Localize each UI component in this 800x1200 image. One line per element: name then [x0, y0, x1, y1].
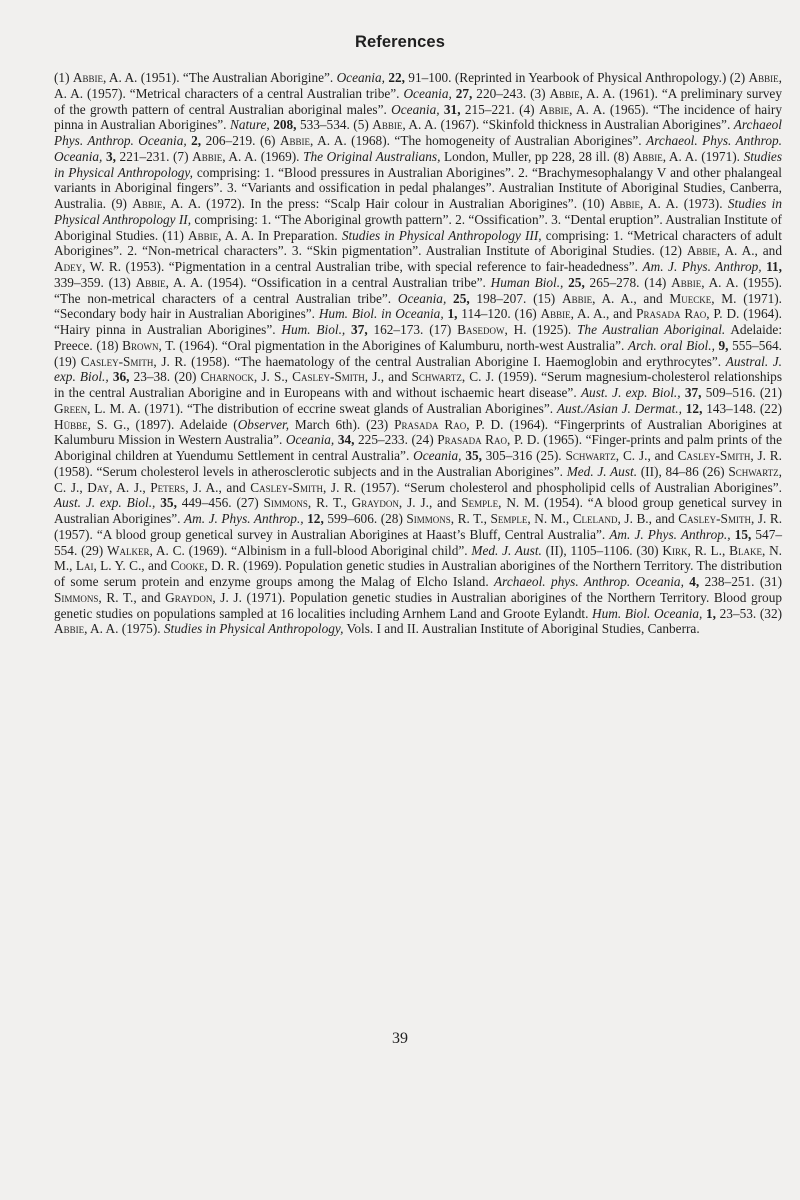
reference-text: (1957). “A blood group genetical survey in Australian Aborigines at Haast’s Bluff, Central Australia”. [54, 526, 610, 542]
reference-text: comprising: 1. “The Aboriginal growth pattern”. 2. “Ossification”. 3. “Dental eruption”. Australian Institute of Aboriginal Studies. [54, 211, 782, 243]
reference-volume: 37, [351, 322, 368, 337]
reference-text: (20) [174, 369, 201, 385]
reference-author: Abbie, A. A. [609, 196, 679, 211]
reference-author: Abbie, A. A. [132, 196, 201, 211]
reference-source: Studies in Physical Anthropology III, [341, 227, 542, 243]
reference-text: Adelaide: Preece. [54, 322, 783, 353]
reference-text: (15) [533, 290, 562, 306]
reference-author: Abbie, A. A. [540, 306, 606, 322]
reference-text: (1972). In the press: “Scalp Hair colour in Australian Aborigines”. [200, 196, 583, 211]
reference-text: (1964). “Fingerprints of Australian Aborigines at Kalumburu Mission in Western Australia”. [54, 416, 782, 448]
reference-volume: 12, [685, 400, 703, 416]
reference-text: , and [133, 589, 166, 605]
reference-author: Casley-Smith, J. R. [250, 479, 357, 495]
reference-volume: 31, [443, 101, 461, 117]
reference-author: Walker, A. C. [107, 542, 185, 558]
reference-text: (26) [702, 463, 729, 479]
reference-text: (1953). “Pigmentation in a central Australian tribe, with special reference to fair-headedness”. [121, 259, 643, 274]
reference-text: 215–221. [460, 101, 520, 117]
reference-text: (1967). “Skinfold thickness in Australian Aborigines”. [436, 117, 734, 133]
reference-author: Graydon, J. J. [165, 589, 242, 605]
reference-text: Vols. I and II. Australian Institute of Aboriginal Studies, Canberra. [343, 621, 700, 637]
reference-text: 162–173. [367, 322, 430, 337]
reference-source: Oceania, [397, 290, 447, 306]
reference-source: Archaeol. phys. Anthrop. Oceania, [494, 574, 684, 589]
reference-source: Med. J. Aust. [566, 463, 638, 479]
reference-volume: 25, [453, 290, 470, 306]
reference-text: (4) [519, 101, 539, 117]
reference-text: (31) [759, 574, 782, 589]
reference-text: (27) [236, 495, 264, 511]
reference-text: (1968). “The homogeneity of Australian Aborigines”. [346, 133, 647, 148]
reference-entry [81, 543, 636, 558]
reference-text: 533–534. [296, 117, 354, 133]
reference-author: Green, L. M. A. [54, 400, 141, 416]
reference-text: (1958). “Serum cholesterol levels in atherosclerotic subjects and in the Australian Aborigines”. [54, 463, 567, 479]
reference-author: Abbie, A. A. [72, 70, 138, 85]
reference-text: (1961). “A preliminary survey of the growth pattern of central Australian aboriginal males”. [54, 85, 782, 117]
reference-source: Oceania, [336, 70, 385, 85]
reference-text: and [651, 511, 679, 526]
reference-author: Abbie, A. A. [671, 274, 739, 290]
reference-source: Am. J. Phys. Anthrop., [184, 511, 304, 526]
reference-text: (32) [759, 605, 783, 621]
reference-volume: 15, [734, 526, 752, 542]
reference-source: Aust. J. exp. Biol., [580, 385, 681, 400]
reference-author: Abbie, A. A. [187, 227, 254, 243]
reference-text: (1957). “Serum cholesterol and phospholipid cells of Australian Aborigines”. [356, 479, 782, 495]
reference-source: Oceania, [413, 448, 462, 463]
reference-text: London, Muller, pp 228, 28 ill. [440, 148, 614, 164]
reference-source: Archaeol. Phys. Anthrop. Oceania, [54, 133, 782, 164]
reference-text: , and [754, 243, 782, 259]
reference-text: (1955). “The non-metrical characters of a central Australian tribe”. [54, 274, 783, 306]
reference-text: (1957). “Metrical characters of a central Australian tribe”. [83, 85, 404, 101]
reference-text: (9) [111, 196, 133, 211]
reference-author: Prasada Rao, P. D. [437, 432, 540, 448]
reference-author: Simmons, R. T. [54, 589, 134, 605]
reference-entry [109, 275, 645, 290]
reference-author: Adey, W. R. [54, 259, 122, 274]
references-body [54, 70, 782, 637]
reference-author: Abbie, A. A. [686, 243, 755, 259]
reference-text: (14) [644, 274, 672, 290]
reference-source: Arch. oral Biol., [628, 337, 715, 353]
reference-author: Cooke, D. R. [170, 558, 240, 574]
reference-text: 23–53. [716, 605, 760, 621]
reference-text: 220–243. [472, 85, 531, 101]
reference-text: (17) [429, 322, 458, 337]
reference-text: (1954). “A blood group genetical survey in Australian Aborigines”. [54, 495, 783, 526]
reference-text: and [144, 558, 171, 574]
reference-entry [96, 338, 782, 353]
reference-source: Oceania, [391, 101, 440, 117]
reference-text: (1951). “The Australian Aborigine”. [137, 70, 337, 85]
reference-text: and [221, 479, 251, 495]
reference-volume: 3, [105, 148, 116, 164]
reference-volume: 36, [112, 369, 130, 385]
reference-text: 509–516. [701, 385, 760, 400]
reference-text: 547–554. [54, 526, 782, 558]
reference-text: (2) [729, 70, 749, 85]
reference-source: The Australian Aboriginal. [577, 322, 726, 337]
reference-text: (23) [366, 416, 395, 432]
reference-text: (5) [353, 117, 373, 133]
reference-text: 198–207. [469, 290, 534, 306]
reference-text: 143–148. [702, 400, 760, 416]
reference-text: (29) [81, 542, 107, 558]
reference-text: March 6th). [289, 416, 367, 432]
reference-text: and [384, 369, 412, 385]
reference-volume: 34, [337, 432, 355, 448]
reference-source: Human Biol., [490, 274, 564, 290]
reference-author: Kirk, R. L., Blake, N. M., Lai, L. Y. C., [54, 542, 782, 574]
reference-text: (28) [380, 511, 407, 526]
reference-volume: 11, [766, 259, 782, 274]
reference-author: Abbie, A. A. [54, 621, 119, 637]
reference-entry [111, 196, 582, 211]
reference-text: 91–100. (Reprinted in Yearbook of Physical Anthropology.) [404, 70, 730, 85]
page-number: 39 [392, 1030, 408, 1047]
reference-text: (1959). “Serum magnesium-cholesterol relationships in the central Australian Aborigine and in Europeans with and without ischaemic heart disease”. [54, 369, 782, 400]
reference-author: Abbie, A. A. [372, 117, 437, 133]
reference-text: (1971). [697, 148, 744, 164]
reference-text: (1925). [526, 322, 578, 337]
reference-text: comprising: 1. “Metrical characters of adult Aborigines”. 2. “Non-metrical characters”. 3. “Skin pigmentation”. Australian Institute of Aboriginal Studies. [54, 227, 783, 259]
reference-text: (11) [162, 227, 188, 243]
reference-author: Simmons, R. T., Graydon, J. J., [263, 495, 433, 511]
reference-source: Studies in Physical Anthropology, [163, 621, 344, 637]
reference-text: (16) [514, 306, 541, 322]
reference-author: Prasada Rao, P. D. [394, 416, 504, 432]
reference-text: 206–219. [201, 133, 260, 148]
reference-author: Muecke, M. [669, 290, 737, 306]
reference-text: (1958). “The haematology of the central Australian Aborigine I. Haemoglobin and erythrocytes”. [186, 353, 726, 369]
reference-author: Schwartz, C. J. [411, 369, 495, 385]
reference-author: Charnock, J. S., Casley-Smith, J., [200, 369, 385, 385]
reference-text: (1971). Population genetic studies in Australian aborigines of the Northern Territory. Blood group genetic studies on populations sampled at 16 localities including Arnhem Land and Groote Eylandt. [54, 589, 783, 621]
reference-source: Am. J. Phys. Anthrop, [642, 259, 762, 274]
reference-text: , and [647, 448, 678, 463]
reference-author: Abbie, A. A. [54, 70, 782, 101]
reference-text: (1965). “The incidence of hairy pinna in Australian Aborigines”. [54, 101, 782, 133]
reference-volume: 35, [465, 448, 482, 463]
reference-text: (3) [530, 85, 550, 101]
reference-volume: 208, [273, 117, 297, 133]
reference-text: (1969). Population genetic studies in Australian aborigines of the Northern Territory. The distribution of some serum protein and enzyme groups among the Malag of Elcho Island. [54, 558, 782, 589]
reference-author: Basedow, H. [457, 322, 527, 337]
reference-text: (1971). “The distribution of eccrine sweat glands of Australian Aborigines”. [140, 400, 557, 416]
reference-text: 238–251. [699, 574, 760, 589]
reference-author: Abbie, A. A. [135, 274, 203, 290]
reference-source: The Original Australians, [303, 148, 441, 164]
reference-source: Studies in Physical Anthropology, [54, 148, 782, 180]
reference-volume: 1, [447, 306, 458, 322]
reference-text: (1954). “Ossification in a central Australian tribe”. [202, 274, 491, 290]
page-title: References [355, 33, 445, 51]
reference-source: Nature, [229, 117, 270, 133]
reference-text: (22) [759, 400, 783, 416]
reference-text: (13) [108, 274, 136, 290]
reference-text: , (1897). Adelaide ( [126, 416, 238, 432]
reference-source: Oceania, [285, 432, 335, 448]
reference-author: Casley-Smith, J. R. [80, 353, 187, 369]
reference-author: Semple, N. M. [461, 495, 540, 511]
reference-text: 225–233. [354, 432, 412, 448]
reference-text: 449–456. [176, 495, 237, 511]
reference-entry [173, 149, 614, 164]
reference-author: Prasada Rao, P. D. [636, 306, 740, 322]
reference-text: (1975). [118, 621, 164, 637]
reference-volume: 35, [160, 495, 177, 511]
reference-source: Studies in Physical Anthropology II, [54, 196, 782, 227]
reference-source: Austral. J. exp. Biol., [54, 353, 782, 385]
reference-author: Simmons, R. T., Semple, N. M., Cleland, J. B., [406, 511, 652, 526]
reference-text: (12) [659, 243, 687, 259]
reference-text: (1971). “Secondary body hair in Australian Aborigines”. [54, 290, 782, 322]
reference-author: Brown, T. [122, 337, 176, 353]
reference-text: In Preparation. [253, 227, 342, 243]
reference-text: (8) [613, 148, 633, 164]
reference-text: , and [633, 290, 670, 306]
reference-author: Casley-Smith, J. R. [678, 511, 783, 526]
reference-text: (25). [536, 448, 566, 463]
reference-author: Schwartz, C. J. [565, 448, 648, 463]
reference-author: Abbie, A. A. [279, 133, 347, 148]
reference-text: 305–316 [481, 448, 537, 463]
reference-source: Aust./Asian J. Dermat., [556, 400, 682, 416]
reference-volume: 9, [718, 337, 729, 353]
reference-author: Schwartz, C. J., Day, A. J., Peters, J. A., [54, 463, 782, 495]
reference-text: (18) [96, 337, 123, 353]
reference-text: (1964). “Hairy pinna in Australian Aborigines”. [54, 306, 782, 337]
reference-text: (II), 84–86 [637, 463, 703, 479]
reference-text: (1969). “Albinism in a full-blood Aboriginal child”. [184, 542, 472, 558]
reference-author: Abbie, A. A. [538, 101, 606, 117]
reference-text: (1) [54, 70, 73, 85]
reference-text: and [432, 495, 462, 511]
reference-text: 555–564. [728, 337, 782, 353]
reference-author: Abbie, A. A. [561, 290, 634, 306]
reference-text: 265–278. [584, 274, 645, 290]
reference-text: (21) [759, 385, 783, 400]
reference-text: 339–359. [54, 274, 109, 290]
reference-text: 599–606. [323, 511, 381, 526]
reference-text: (10) [582, 196, 610, 211]
reference-source: Oceania, [403, 85, 452, 101]
reference-text: (1965). “Finger-prints and palm prints of the Aboriginal children at Yuendumu Settlement in central Australia”. [54, 432, 782, 463]
reference-source: Hum. Biol., [281, 322, 346, 337]
reference-source: Hum. Biol. Oceania, [592, 605, 703, 621]
reference-volume: 2, [191, 133, 202, 148]
reference-text: (19) [54, 353, 81, 369]
reference-volume: 27, [455, 85, 473, 101]
reference-text: (1964). “Oral pigmentation in the Aborigines of Kalumburu, north-west Australia”. [175, 337, 628, 353]
reference-author: Abbie, A. A. [632, 148, 698, 164]
reference-entry [54, 70, 730, 85]
reference-volume: 12, [307, 511, 324, 526]
reference-volume: 1, [706, 605, 717, 621]
reference-volume: 25, [568, 274, 585, 290]
references-paragraph [54, 70, 782, 637]
reference-volume: 22, [388, 70, 405, 85]
reference-author: Abbie, A. A. [192, 148, 258, 164]
reference-text: (24) [411, 432, 438, 448]
reference-author: Casley-Smith, J. R. [677, 448, 782, 463]
reference-source: Med. J. Aust. [471, 542, 542, 558]
reference-text: (7) [173, 148, 193, 164]
reference-text: , and [605, 306, 637, 322]
reference-author: Abbie, A. A. [549, 85, 616, 101]
reference-source: Hum. Biol. in Oceania, [318, 306, 444, 322]
reference-source: Aust. J. exp. Biol., [54, 495, 156, 511]
reference-source: Observer, [237, 416, 290, 432]
reference-text: 221–231. [115, 148, 173, 164]
reference-source: Am. J. Phys. Anthrop., [609, 526, 731, 542]
reference-text: (1969). [257, 148, 304, 164]
reference-text: 23–38. [129, 369, 175, 385]
reference-text: (1973). [678, 196, 728, 211]
reference-volume: 37, [684, 385, 702, 400]
reference-author: Hübbe, S. G. [54, 416, 127, 432]
reference-text: (30) [636, 542, 663, 558]
reference-text: comprising: 1. “Blood pressures in Australian Aborigines”. 2. “Brachymesophalangy V and other phalangeal variants in Aboriginal fingers”. 3. “Variants and ossification in pedal phalanges”. Australian Institute of Aboriginal Studies, Canberra, Australia. [54, 164, 782, 211]
reference-text: (6) [259, 133, 280, 148]
reference-text: 114–120. [457, 306, 515, 322]
reference-volume: 4, [689, 574, 700, 589]
reference-text: (II), 1105–1106. [541, 542, 637, 558]
reference-source: Archaeol Phys. Anthrop. Oceania, [54, 117, 782, 148]
